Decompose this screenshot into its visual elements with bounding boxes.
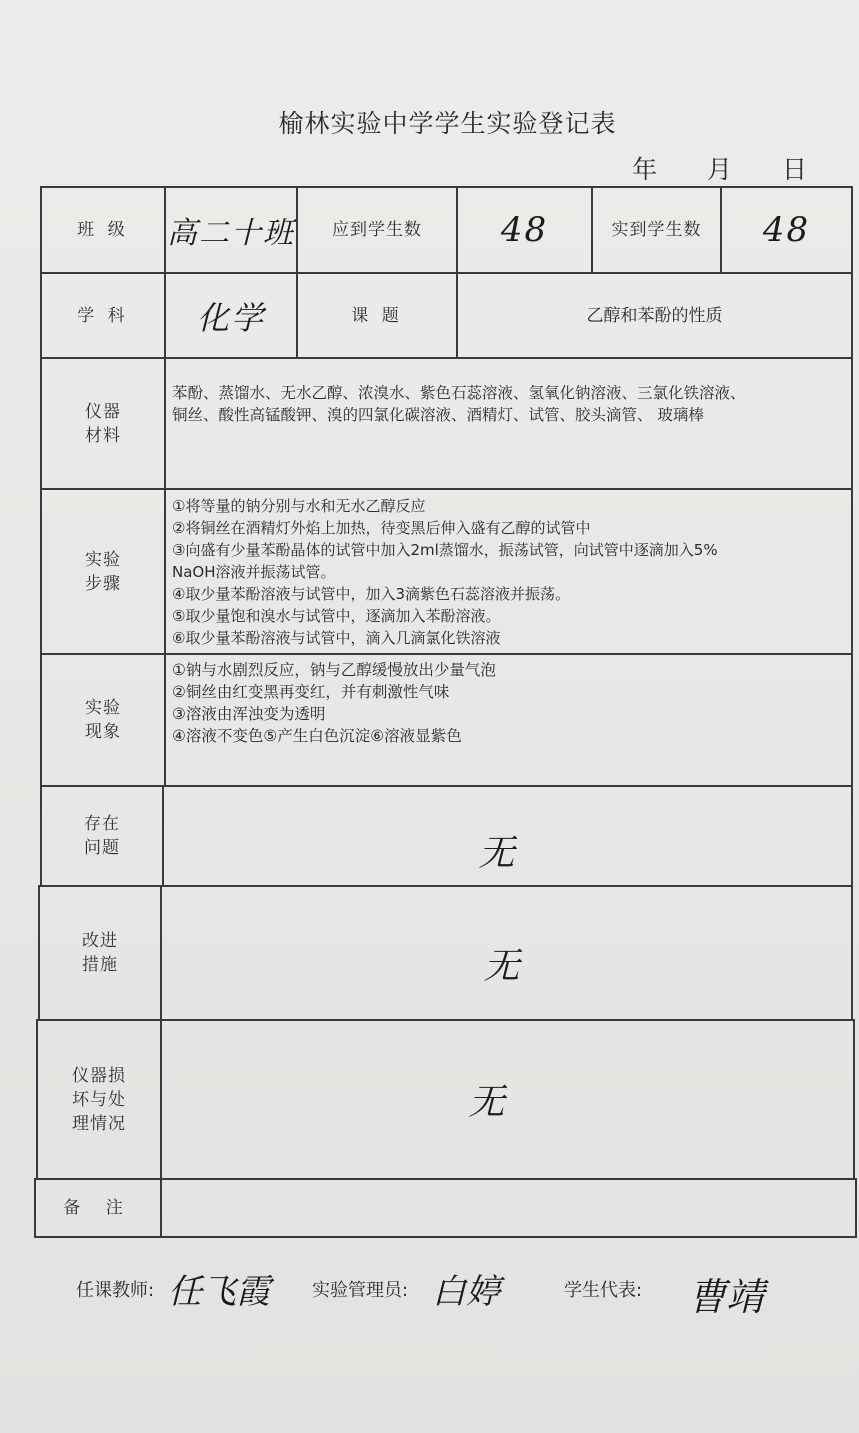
- damage-label-cell: [36, 1019, 162, 1180]
- improvements-label-line2: 措施: [82, 955, 118, 975]
- subject-value-cell: [164, 272, 298, 359]
- subject-value: 化学: [196, 298, 265, 337]
- topic-label-cell: [296, 272, 458, 359]
- notes-value-cell: [160, 1178, 857, 1238]
- manager-label: 实验管理员:: [312, 1280, 409, 1301]
- expected-label-cell: [296, 186, 458, 274]
- damage-label-line1: 仪器损: [72, 1065, 126, 1086]
- steps-label-line1: 实验: [85, 549, 121, 570]
- improvements-label-cell: [38, 885, 162, 1021]
- damage-value: 无: [468, 1082, 507, 1123]
- phenomena-label-line1: 实验: [85, 698, 121, 718]
- manager-signature: 白婷: [432, 1272, 500, 1312]
- phenomena-line-1: ①钠与水剧烈反应，钠与乙醇缓慢放出少量气泡: [172, 661, 496, 679]
- actual-value-cell: [720, 186, 853, 274]
- improvements-label-line1: 改进: [82, 931, 118, 951]
- class-value: 高二十班: [167, 216, 295, 251]
- phenomena-content-cell: [164, 653, 853, 787]
- signature-row: [76, 1262, 836, 1322]
- class-value-cell: [164, 186, 298, 274]
- topic-label: 课 题: [351, 305, 403, 326]
- notes-label-cell: [34, 1178, 162, 1238]
- topic-value-cell: [456, 272, 853, 359]
- student-rep-label: 学生代表:: [564, 1280, 643, 1301]
- date-line: 年 月 日: [632, 155, 807, 184]
- steps-content-cell: [164, 488, 853, 655]
- materials-line-1: 苯酚、蒸馏水、无水乙醇、浓溴水、紫色石蕊溶液、氢氧化钠溶液、三氯化铁溶液、: [172, 383, 746, 402]
- teacher-label: 任课教师:: [76, 1280, 155, 1301]
- damage-label-line3: 理情况: [72, 1113, 126, 1134]
- actual-value: 48: [762, 210, 811, 250]
- improvements-value-cell: [160, 885, 853, 1021]
- problems-label-line1: 存在: [84, 814, 120, 834]
- student-rep-signature: 曹靖: [688, 1275, 765, 1319]
- steps-line-7: ⑥取少量苯酚溶液与试管中，滴入几滴氯化铁溶液: [172, 628, 501, 647]
- problems-label-line2: 问题: [84, 838, 120, 858]
- problems-value-cell: [162, 785, 853, 887]
- steps-line-6: ⑤取少量饱和溴水与试管中，逐滴加入苯酚溶液。: [172, 606, 501, 625]
- phenomena-label-cell: [40, 653, 166, 787]
- steps-label-cell: [40, 488, 166, 655]
- class-label-cell: [40, 186, 166, 274]
- subject-label-cell: [40, 272, 166, 359]
- notes-label: 备 注: [63, 1198, 133, 1218]
- materials-line-2: 铜丝、酸性高锰酸钾、溴的四氯化碳溶液、酒精灯、试管、胶头滴管、 玻璃棒: [172, 405, 704, 424]
- steps-line-1: ①将等量的钠分别与水和无水乙醇反应: [172, 496, 426, 515]
- phenomena-line-4: ④溶液不变色⑤产生白色沉淀⑥溶液显紫色: [172, 727, 462, 745]
- steps-line-2: ②将铜丝在酒精灯外焰上加热，待变黑后伸入盛有乙醇的试管中: [172, 518, 591, 537]
- problems-label-cell: [40, 785, 164, 887]
- class-label: 班 级: [77, 220, 129, 240]
- teacher-signature: 任飞霞: [168, 1272, 270, 1312]
- expected-value-cell: [456, 186, 593, 274]
- damage-value-cell: [160, 1019, 855, 1180]
- expected-label: 应到学生数: [332, 220, 422, 240]
- expected-value: 48: [500, 210, 549, 250]
- materials-content-cell: [164, 357, 853, 490]
- subject-label: 学 科: [77, 305, 129, 326]
- phenomena-line-2: ②铜丝由红变黑再变红，并有刺激性气味: [172, 683, 450, 701]
- materials-label-line2: 材料: [85, 425, 121, 446]
- improvements-value: 无: [483, 945, 522, 987]
- materials-label-line1: 仪器: [85, 401, 121, 422]
- damage-label-line2: 坏与处: [72, 1089, 126, 1110]
- phenomena-label-line2: 现象: [85, 722, 121, 742]
- actual-label: 实到学生数: [611, 220, 702, 240]
- steps-label-line2: 步骤: [85, 573, 121, 594]
- phenomena-line-3: ③溶液由浑浊变为透明: [172, 705, 326, 723]
- steps-line-5: ④取少量苯酚溶液与试管中，加入3滴紫色石蕊溶液并振荡。: [172, 584, 570, 603]
- steps-line-3: ③向盛有少量苯酚晶体的试管中加入2ml蒸馏水，振荡试管，向试管中逐滴加入5%: [172, 540, 718, 559]
- form-title: 榆林实验中学学生实验登记表: [278, 109, 617, 138]
- materials-label-cell: [40, 357, 166, 490]
- actual-label-cell: [591, 186, 722, 274]
- steps-line-4: NaOH溶液并振荡试管。: [172, 562, 336, 581]
- topic-value: 乙醇和苯酚的性质: [586, 305, 723, 326]
- problems-value: 无: [478, 832, 517, 874]
